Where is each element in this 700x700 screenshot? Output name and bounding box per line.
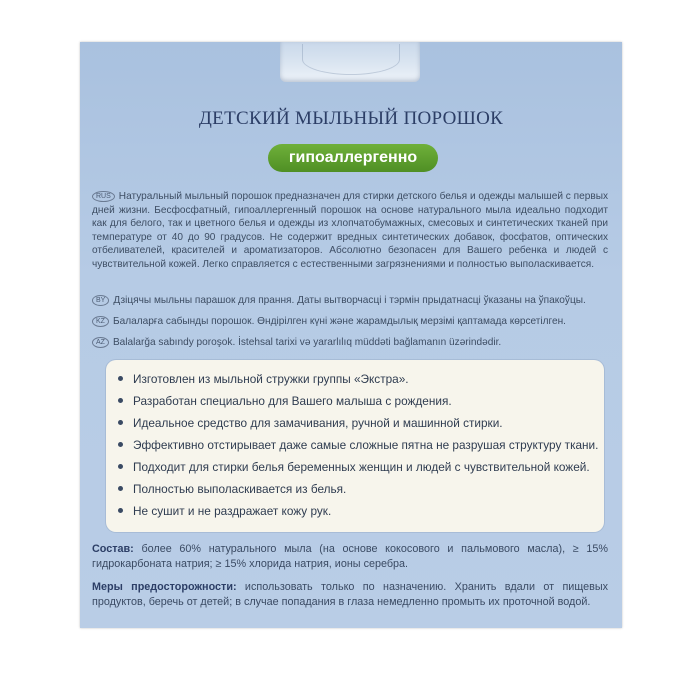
lang-code-kz: KZ [92, 316, 109, 327]
benefit-item: Изготовлен из мыльной стружки группы «Экстра». [118, 372, 596, 386]
description-kz [92, 315, 608, 329]
benefit-item: Разработан специально для Вашего малыша с рождения. [118, 394, 596, 408]
description-az [92, 336, 608, 350]
composition-text: более 60% натурального мыла (на основе кокосового и пальмового масла), ≥ 15% гидрокарбоната натрия; ≥ 15% хлорида натрия, ионы серебра. [92, 543, 608, 570]
composition-label: Состав: [92, 543, 134, 555]
description-text: Дзіцячы мыльны парашок для прання. Даты вытворчасці і тэрмін прыдатнасці ўказаны на ўпакоўцы. [113, 295, 586, 306]
benefit-item: Идеальное средство для замачивания, ручной и машинной стирки. [118, 416, 596, 430]
precautions-label: Меры предосторожности: [92, 581, 237, 593]
package-window [280, 42, 420, 82]
lang-code-by: BY [92, 295, 109, 306]
description-text: Натуральный мыльный порошок предназначен для стирки детского белья и одежды малышей с первых дней жизни. Бесфосфатный, гипоаллергенный порошок на основе натурального мыла идеально подходит как для белого, так и цветного белья и одежды из хлопчатобумажных, смесовых и синтетических тканей при температуре от 40 до 90 градусов. Не содержит вредных синтетических добавок, фосфатов, оптических отбеливателей, красителей и ароматизаторов. Абсолютно безопасен для Вашего ребенка и людей с чувствительной кожей. Легко справляется с естественными загрязнениями и полностью выполаскивается. [92, 191, 608, 270]
lang-code-az: AZ [92, 337, 109, 348]
bullet-icon [118, 486, 123, 491]
benefit-item: Не сушит и не раздражает кожу рук. [118, 504, 596, 518]
composition [92, 542, 608, 571]
bullet-icon [118, 508, 123, 513]
bullet-icon [118, 376, 123, 381]
bullet-icon [118, 464, 123, 469]
product-title: ДЕТСКИЙ МЫЛЬНЫЙ ПОРОШОК [198, 108, 504, 129]
precautions-text: использовать только по назначению. Хранить вдали от пищевых продуктов, беречь от детей; в случае попадания в глаза немедленно промыть их проточной водой. [92, 581, 608, 608]
benefit-item: Эффективно отстирывает даже самые сложные пятна не разрушая структуру ткани. [118, 438, 596, 452]
description-text: Balalarğa sabındy poroşok. İstehsal tarixi və yararlılıq müddəti bağlamanın üzərindədir. [112, 337, 502, 348]
benefits-box [106, 360, 604, 532]
bullet-icon [118, 420, 123, 425]
benefit-item: Полностью выполаскивается из белья. [118, 482, 596, 496]
description-by [92, 294, 608, 308]
description-rus [92, 190, 608, 272]
description-text: Балаларға сабынды порошок. Өндірілген күні және жарамдылық мерзімі қаптамада көрсетілген. [112, 316, 566, 327]
package-panel [80, 42, 622, 628]
benefit-item: Подходит для стирки белья беременных женщин и людей с чувствительной кожей. [118, 460, 596, 474]
bullet-icon [118, 398, 123, 403]
lang-code-rus: RUS [92, 191, 115, 202]
bullet-icon [118, 442, 123, 447]
hypoallergenic-badge: гипоаллергенно [268, 144, 438, 172]
precautions [92, 580, 608, 609]
